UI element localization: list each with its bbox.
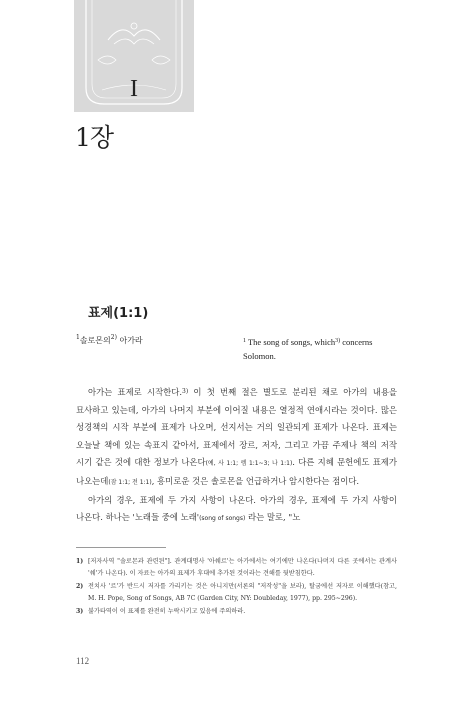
verse-english: [243, 335, 403, 363]
paragraph: 아가의 경우, 표제에 두 가지 사항이 나온다. 아가의 경우, 표제에 두 가지 사항이 나온다. 하나는 '노래들 중에 노래'(song of songs) 라는 말로, "노: [76, 494, 397, 523]
footnote-number: 1): [76, 558, 84, 565]
footnote-ref: 3): [335, 338, 341, 344]
footnote-number: 3): [76, 608, 84, 616]
footnote-text: 전치사 '르'가 반드시 저자를 가리키는 것은 아니지만(서론의 "저작성"을 보라), 탈굼에선 저자로 이해했다(참고, M. H. Pope, Song of Songs, AB 7C (Garden City, NY: Doubleday, 1977), pp. 295~296).: [88, 583, 397, 602]
verse-text-tail: 아가라: [116, 336, 143, 345]
footnote-ref: 3): [182, 388, 189, 395]
chapter-title: 1장: [75, 123, 114, 152]
scripture-ref: (예, 사 1:1; 렘 1:1~3; 나 1:1): [205, 460, 293, 468]
footnote: [76, 606, 397, 618]
page-number: 112: [76, 656, 90, 666]
footnote: [76, 581, 397, 604]
english-gloss: (song of songs): [199, 515, 246, 523]
footnote-text: [저자사역 "솔로몬과 관련된"]. 관계대명사 '아쉐르'는 아가에서는 여기에만 나온다(나머지 다른 곳에서는 관계사 '쉐'가 나온다). 이 자료는 아가의 표제가 후대에 추가된 것이라는 견해를 뒷받침한다.: [88, 558, 397, 577]
footnote: [76, 556, 397, 579]
body-text: [76, 384, 397, 528]
section-heading: 표제(1:1): [88, 306, 149, 321]
chapter-numeral: I: [130, 76, 138, 102]
verse-text-tail: concerns Solomon.: [243, 337, 373, 361]
footnote-ref: 2): [110, 334, 117, 341]
scripture-ref: (잠 1:1; 전 1:1): [108, 478, 152, 486]
verse-number: 1: [243, 338, 246, 344]
paragraph: 아가는 표제로 시작한다.$^{3)}$ 이 첫 번째 절은 별도로 분리된 채로 아가의 내용을 묘사하고 있는데, 아가의 나머지 부분에 이어질 내용은 열정적 연애시라는 것이다. 많은 성경책의 시작 부분에 표제가 나오며, 선지서는 거의 일관되게 표제가 나온다. 표제는 오늘날 책에 있는 속표지 같아서, 표제에서 장르, 저자, 그리고 가끔 주제나 책의 저작 시기 같은 것에 대한 정보가 나온다(예, 사 1:1; 렘 1:1~3; 나 1:1). 다른 지혜 문헌에도 표제가 나오는데(잠 1:1; 전 1:1), 흥미로운 것은 솔로몬을 언급하거나 암시한다는 점이다.: [76, 387, 398, 486]
footnote-divider: [76, 547, 166, 548]
footnotes: [76, 556, 397, 620]
footnote-number: 2): [76, 583, 84, 591]
verse-korean: [76, 335, 143, 346]
footnote-text: 불가타역이 이 표제를 완전히 누락시키고 있음에 주의하라.: [88, 608, 246, 616]
verse-number: 1: [76, 334, 80, 341]
verse-text: 솔로몬의: [79, 336, 111, 345]
verse-text: The song of songs, which: [247, 337, 336, 347]
